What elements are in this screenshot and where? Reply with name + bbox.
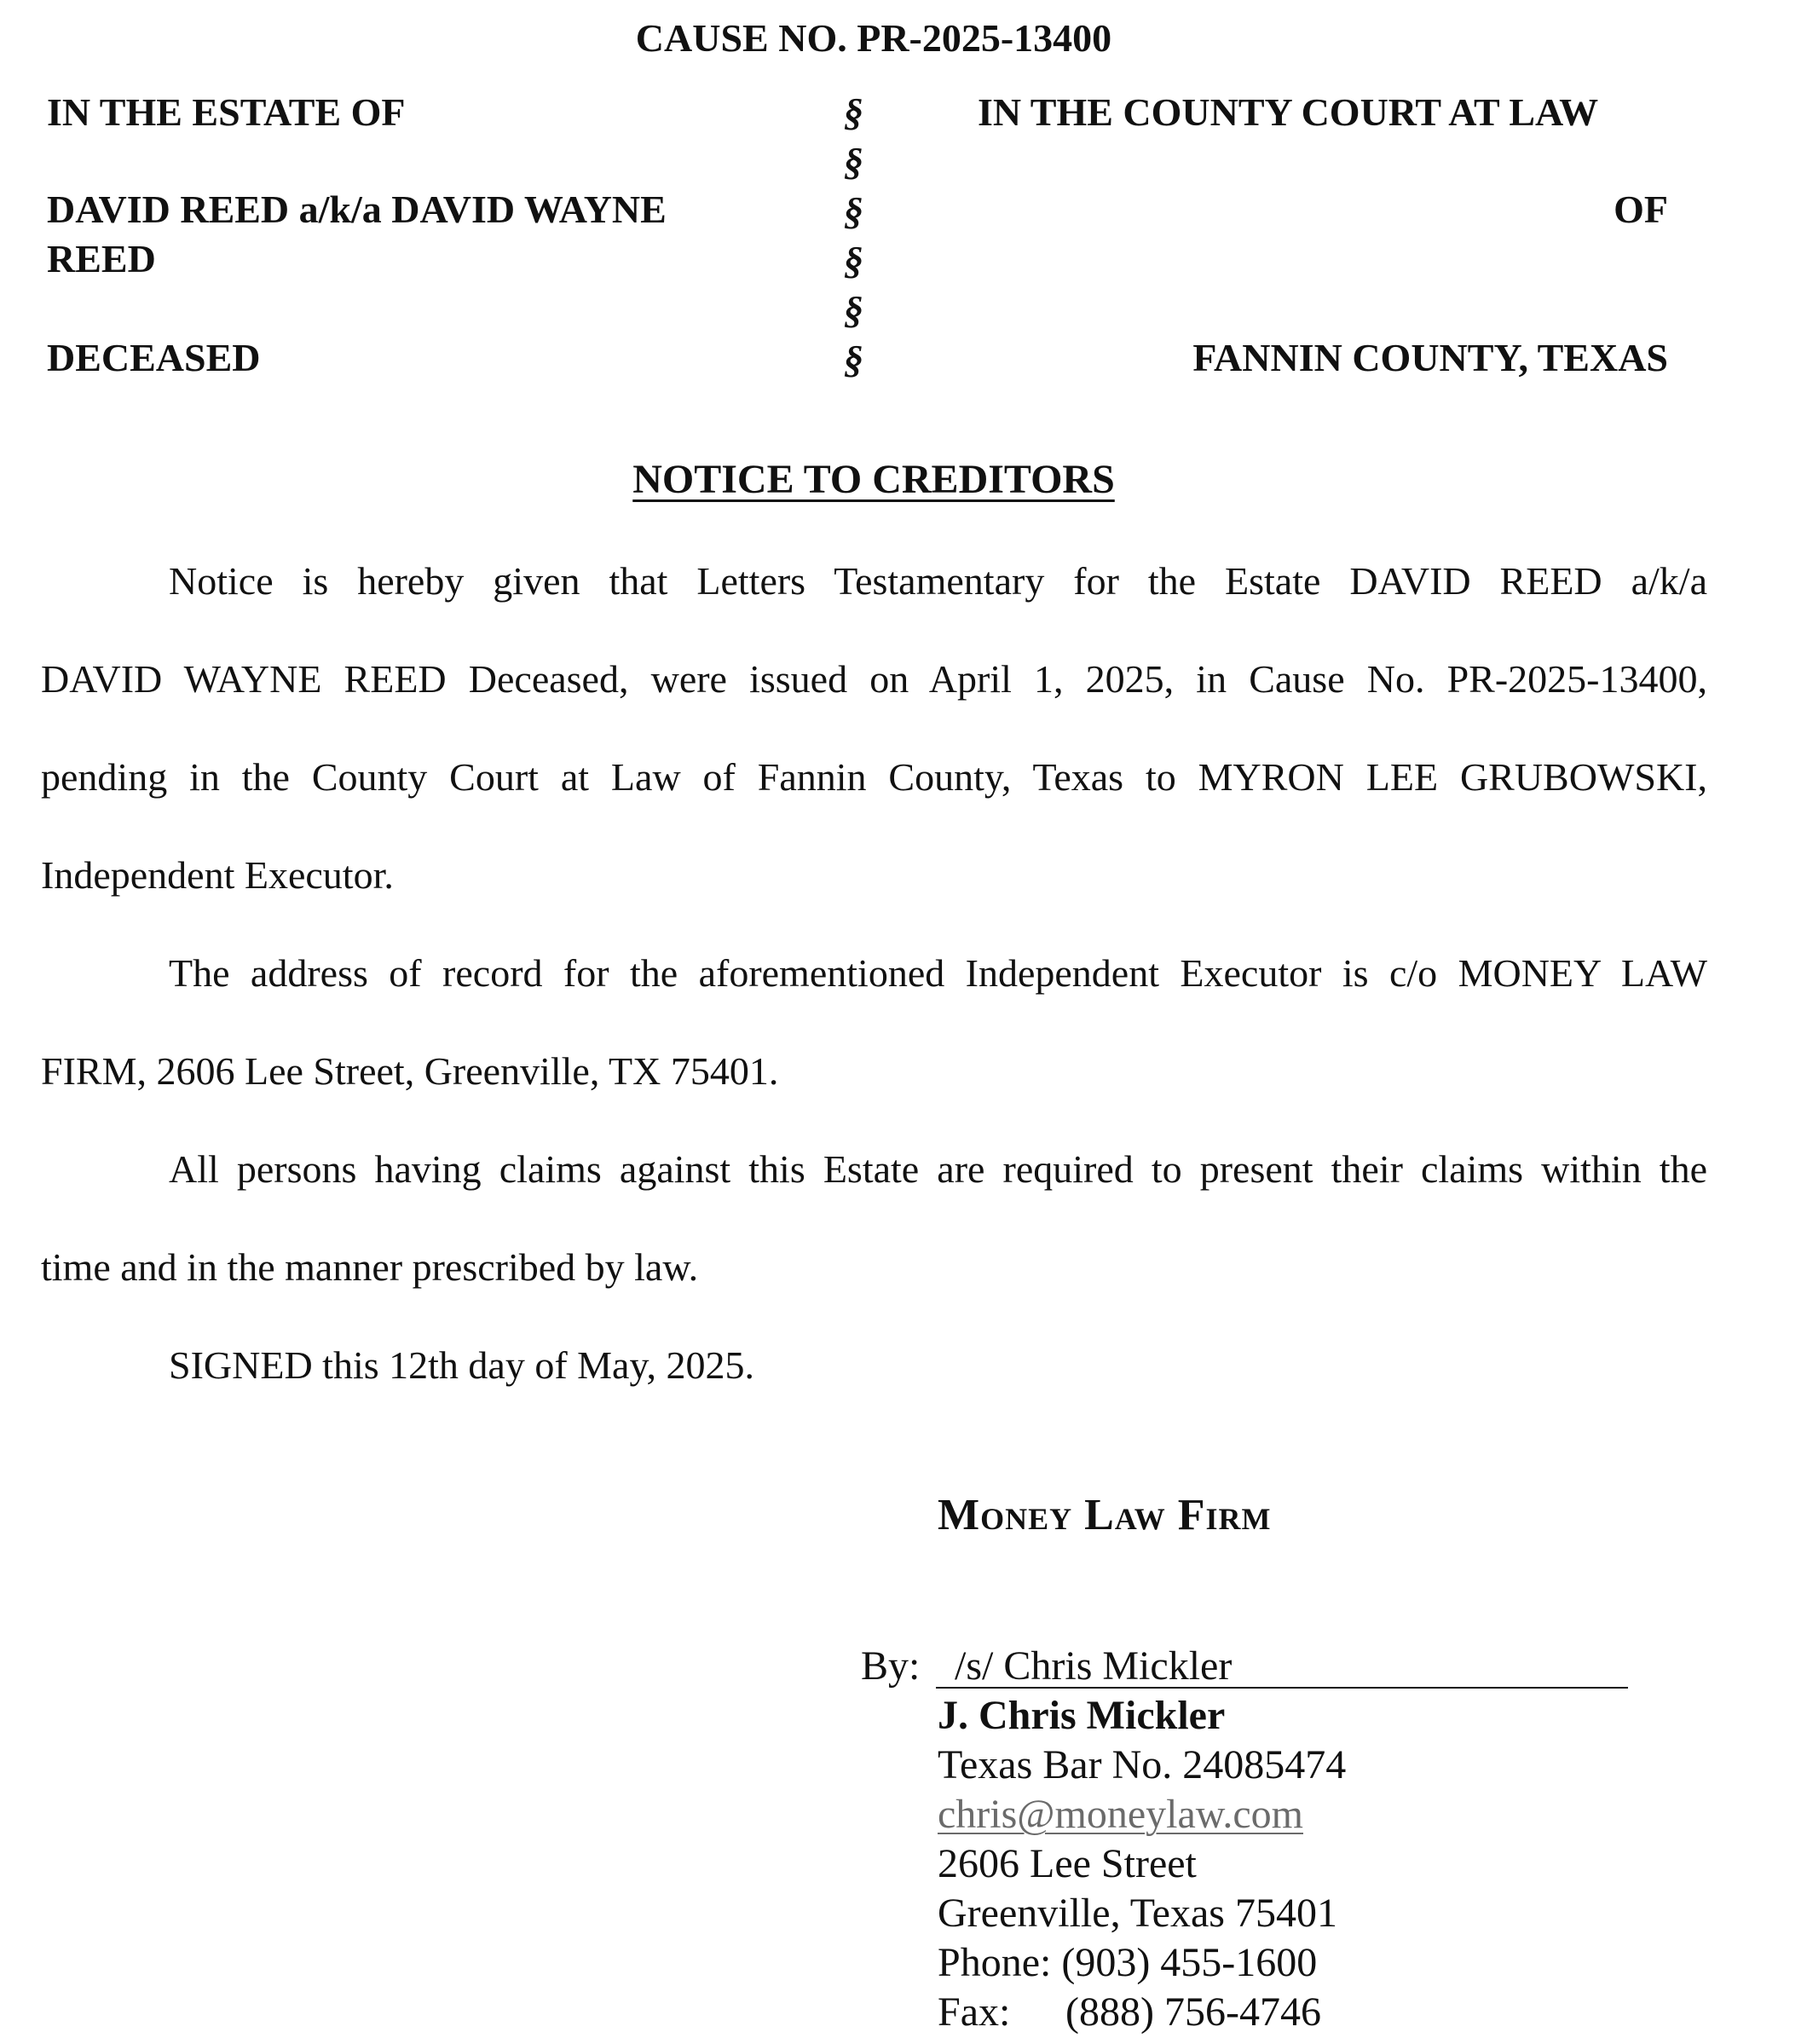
electronic-signature: /s/ Chris Mickler — [955, 1643, 1233, 1689]
attorney-name: J. Chris Mickler — [938, 1693, 1226, 1738]
paragraph-3-line: All persons having claims against this Estate are required to present their claims within the — [169, 1147, 1707, 1191]
firm-name: Money Law Firm — [938, 1491, 1272, 1539]
fax-label: Fax: — [938, 1989, 1011, 2035]
deceased-label: DECEASED — [47, 336, 261, 379]
address-line-2: Greenville, Texas 75401 — [938, 1891, 1337, 1936]
paragraph-2-line: The address of record for the aforementioned Independent Executor is c/o MONEY LAW — [169, 951, 1707, 995]
section-symbol: § — [844, 239, 863, 282]
email-link-row — [938, 1790, 1303, 1839]
by-label: By: — [861, 1643, 921, 1689]
notice-title: NOTICE TO CREDITORS — [632, 457, 1115, 502]
fax-number: (888) 756-4746 — [1065, 1989, 1321, 2035]
court-county: FANNIN COUNTY, TEXAS — [1192, 336, 1668, 379]
section-symbol: § — [844, 90, 863, 134]
address-line-1: 2606 Lee Street — [938, 1841, 1197, 1886]
paragraph-2-line: FIRM, 2606 Lee Street, Greenville, TX 75401. — [41, 1049, 779, 1093]
estate-heading: IN THE ESTATE OF — [47, 90, 406, 134]
paragraph-3-line: time and in the manner prescribed by law. — [41, 1245, 699, 1289]
court-of-label: OF — [1614, 188, 1668, 231]
section-symbol: § — [844, 288, 863, 332]
paragraph-1-line: Independent Executor. — [41, 853, 394, 897]
section-symbol: § — [844, 140, 863, 183]
paragraph-1-line: DAVID WAYNE REED Deceased, were issued on April 1, 2025, in Cause No. PR-2025-13400, — [41, 657, 1707, 701]
phone-number: Phone: (903) 455-1600 — [938, 1940, 1318, 1985]
paragraph-1-line: Notice is hereby given that Letters Testamentary for the Estate DAVID REED a/k/a — [169, 559, 1707, 603]
paragraph-1-line: pending in the County Court at Law of Fannin County, Texas to MYRON LEE GRUBOWSKI, — [41, 755, 1707, 799]
bar-number: Texas Bar No. 24085474 — [938, 1742, 1347, 1787]
decedent-name-line1: DAVID REED a/k/a DAVID WAYNE — [47, 188, 667, 231]
section-symbol: § — [844, 189, 863, 233]
email-link[interactable]: chris@moneylaw.com — [938, 1792, 1303, 1837]
signed-date: SIGNED this 12th day of May, 2025. — [169, 1343, 754, 1387]
section-symbol: § — [844, 338, 863, 381]
court-name: IN THE COUNTY COURT AT LAW — [978, 90, 1599, 134]
cause-number: CAUSE NO. PR-2025-13400 — [635, 16, 1112, 60]
decedent-name-line2: REED — [47, 237, 156, 280]
